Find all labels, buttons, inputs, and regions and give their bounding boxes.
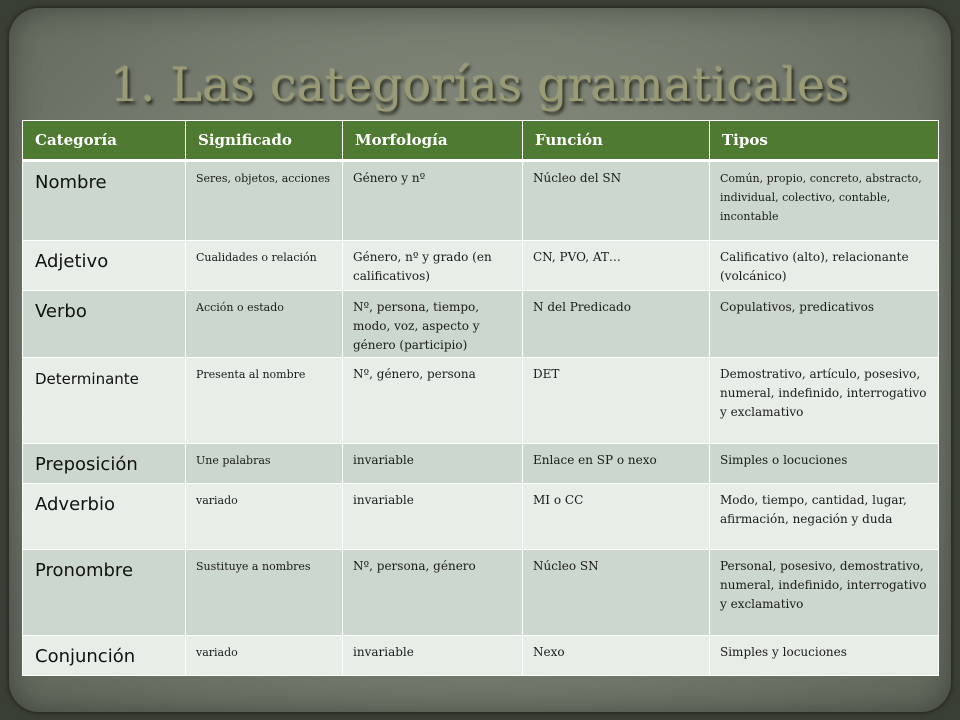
cell-morfologia: invariable xyxy=(343,484,523,550)
cell-morfologia: Género, nº y grado (en calificativos) xyxy=(343,241,523,291)
cell-morfologia: Género y nº xyxy=(343,161,523,241)
cell-funcion: MI o CC xyxy=(523,484,710,550)
table-header-row xyxy=(23,121,939,161)
cell-significado: variado xyxy=(186,636,343,676)
table-row xyxy=(23,484,939,550)
table-row xyxy=(23,291,939,358)
cell-tipos: Copulativos, predicativos xyxy=(710,291,939,358)
header-morfologia: Morfología xyxy=(343,121,523,161)
cell-morfologia: invariable xyxy=(343,636,523,676)
slide-title: 1. Las categorías gramaticales xyxy=(110,58,850,113)
header-tipos: Tipos xyxy=(710,121,939,161)
cell-tipos: Simples y locuciones xyxy=(710,636,939,676)
cell-categoria: Pronombre xyxy=(23,550,186,636)
table-row xyxy=(23,161,939,241)
cell-tipos: Común, propio, concreto, abstracto, individual, colectivo, contable, incontable xyxy=(710,161,939,241)
cell-tipos: Modo, tiempo, cantidad, lugar, afirmación, negación y duda xyxy=(710,484,939,550)
cell-categoria: Nombre xyxy=(23,161,186,241)
cell-tipos: Personal, posesivo, demostrativo, numeral, indefinido, interrogativo y exclamativo xyxy=(710,550,939,636)
cell-significado: Sustituye a nombres xyxy=(186,550,343,636)
cell-categoria: Verbo xyxy=(23,291,186,358)
cell-funcion: CN, PVO, AT… xyxy=(523,241,710,291)
cell-morfologia: Nº, persona, género xyxy=(343,550,523,636)
cell-categoria: Conjunción xyxy=(23,636,186,676)
header-funcion: Función xyxy=(523,121,710,161)
cell-funcion: Núcleo SN xyxy=(523,550,710,636)
cell-significado: Seres, objetos, acciones xyxy=(186,161,343,241)
cell-morfologia: Nº, género, persona xyxy=(343,358,523,444)
header-categoria: Categoría xyxy=(23,121,186,161)
cell-funcion: Nexo xyxy=(523,636,710,676)
cell-categoria: Adjetivo xyxy=(23,241,186,291)
cell-categoria: Adverbio xyxy=(23,484,186,550)
table-row xyxy=(23,241,939,291)
categories-table xyxy=(22,120,939,676)
cell-funcion: Núcleo del SN xyxy=(523,161,710,241)
table-row xyxy=(23,636,939,676)
cell-significado: Acción o estado xyxy=(186,291,343,358)
cell-funcion: DET xyxy=(523,358,710,444)
cell-categoria: Preposición xyxy=(23,444,186,484)
table-row xyxy=(23,358,939,444)
cell-funcion: Enlace en SP o nexo xyxy=(523,444,710,484)
header-significado: Significado xyxy=(186,121,343,161)
table-row xyxy=(23,550,939,636)
table-row xyxy=(23,444,939,484)
cell-morfologia: invariable xyxy=(343,444,523,484)
cell-tipos: Calificativo (alto), relacionante (volcánico) xyxy=(710,241,939,291)
cell-significado: Cualidades o relación xyxy=(186,241,343,291)
cell-tipos: Demostrativo, artículo, posesivo, numeral, indefinido, interrogativo y exclamativo xyxy=(710,358,939,444)
cell-significado: Presenta al nombre xyxy=(186,358,343,444)
cell-funcion: N del Predicado xyxy=(523,291,710,358)
cell-categoria: Determinante xyxy=(23,358,186,444)
cell-morfologia: Nº, persona, tiempo, modo, voz, aspecto y género (participio) xyxy=(343,291,523,358)
cell-tipos: Simples o locuciones xyxy=(710,444,939,484)
cell-significado: Une palabras xyxy=(186,444,343,484)
cell-significado: variado xyxy=(186,484,343,550)
